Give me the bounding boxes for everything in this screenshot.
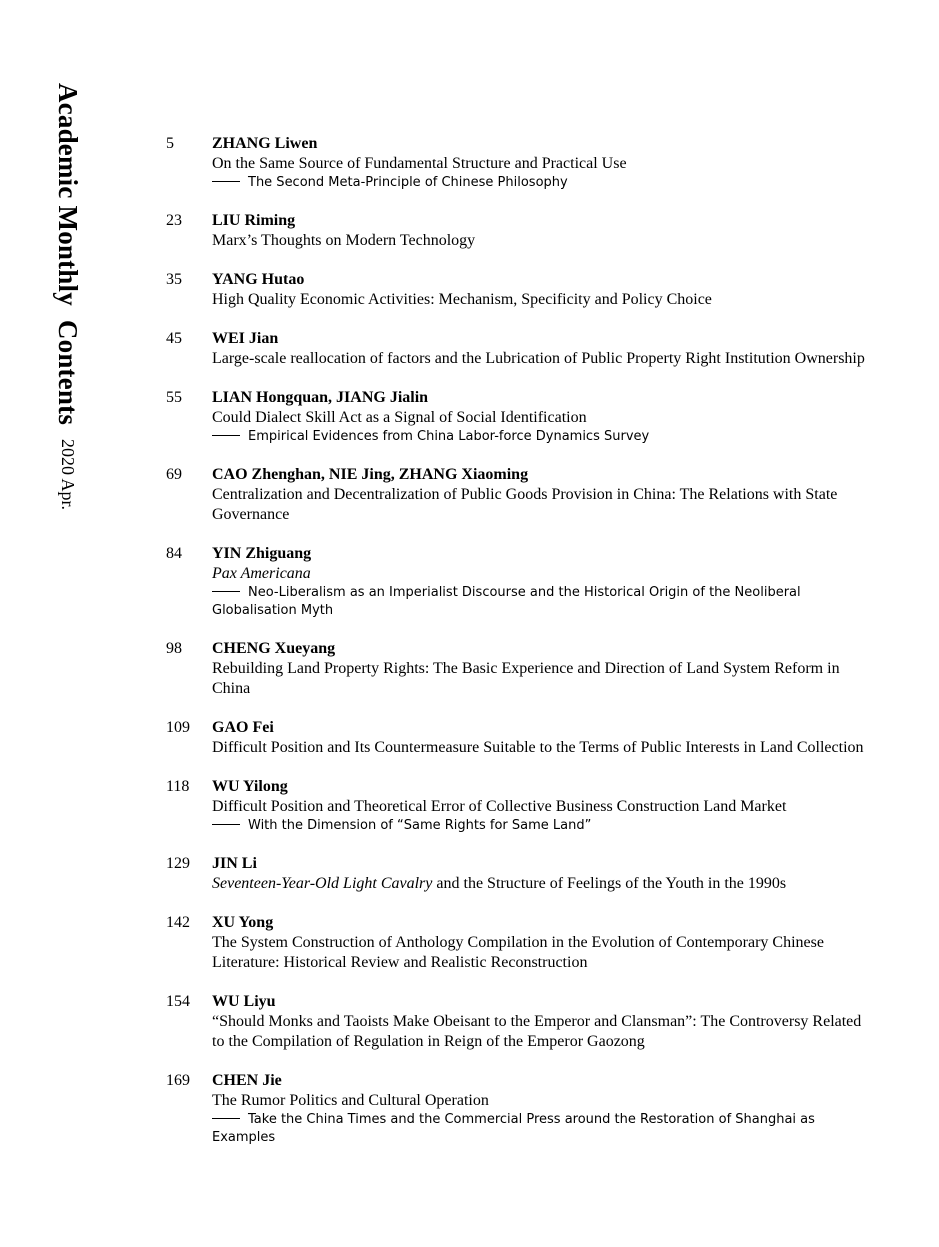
article-title [212,408,877,428]
article-title [212,349,877,369]
article-title [212,564,877,584]
journal-name: Academic Monthly [53,83,83,306]
article-author: YIN Zhiguang [212,545,312,562]
toc-entry[interactable] [0,639,939,699]
article-author: ZHANG Liwen [212,135,318,152]
article-author: CHEN Jie [212,1072,282,1089]
article-author: WU Yilong [212,778,288,795]
article-subtitle-text: The Second Meta-Principle of Chinese Philosophy [248,175,568,190]
page-number: 69 [166,466,182,483]
page-number: 5 [166,135,174,152]
page-number: 129 [166,855,190,872]
article-subtitle [212,1111,877,1147]
article-title-text: On the Same Source of Fundamental Structure and Practical Use [212,155,627,172]
page-number: 23 [166,212,182,229]
article-title-text: Could Dialect Skill Act as a Signal of Social Identification [212,409,587,426]
article-subtitle-text: Neo-Liberalism as an Imperialist Discourse and the Historical Origin of the Neoliberal Globalisation Myth [212,585,801,618]
page-number: 154 [166,993,190,1010]
article-subtitle-text: Take the China Times and the Commercial Press around the Restoration of Shanghai as Examples [212,1112,815,1145]
toc-entry[interactable] [0,718,939,758]
article-title [212,1091,877,1111]
article-title-text: Large-scale reallocation of factors and the Lubrication of Public Property Right Institution Ownership [212,350,865,367]
toc-entry[interactable] [0,854,939,894]
toc-entry[interactable] [0,134,939,192]
page-number: 55 [166,389,182,406]
article-title [212,154,877,174]
article-author: CAO Zhenghan, NIE Jing, ZHANG Xiaoming [212,466,529,483]
article-title-italic: Pax Americana [212,565,311,582]
article-title-text: The Rumor Politics and Cultural Operation [212,1092,489,1109]
article-subtitle [212,428,877,446]
article-title-text: Rebuilding Land Property Rights: The Basic Experience and Direction of Land System Reform in China [212,660,840,697]
toc-entry[interactable] [0,992,939,1052]
em-dash-rule [212,181,240,182]
article-author: LIAN Hongquan, JIANG Jialin [212,389,429,406]
em-dash-rule [212,1118,240,1119]
toc-entry[interactable] [0,544,939,620]
article-title [212,1012,877,1052]
article-subtitle [212,584,877,620]
page-number: 169 [166,1072,190,1089]
em-dash-rule [212,435,240,436]
article-title [212,874,877,894]
article-subtitle-text: Empirical Evidences from China Labor-force Dynamics Survey [248,429,650,444]
toc-entry[interactable] [0,388,939,446]
article-title-text: “Should Monks and Taoists Make Obeisant to the Emperor and Clansman”: The Controversy Related to the Compilation of Regulation in Reign of the Emperor Gaozong [212,1013,862,1050]
article-title-text: Difficult Position and Its Countermeasure Suitable to the Terms of Public Interests in Land Collection [212,739,864,756]
article-title-text: The System Construction of Anthology Compilation in the Evolution of Contemporary Chinese Literature: Historical Review and Realistic Reconstruction [212,934,824,971]
article-title [212,738,877,758]
page-number: 35 [166,271,182,288]
toc-entry[interactable] [0,1071,939,1147]
page-number: 98 [166,640,182,657]
section-name: Contents [53,319,83,426]
article-title [212,933,877,973]
article-author: YANG Hutao [212,271,305,288]
page-number: 109 [166,719,190,736]
page-number: 84 [166,545,182,562]
toc-entry[interactable] [0,270,939,310]
table-of-contents [0,134,939,1166]
article-title [212,797,877,817]
toc-entry[interactable] [0,777,939,835]
article-title-text: High Quality Economic Activities: Mechanism, Specificity and Policy Choice [212,291,712,308]
article-subtitle [212,817,877,835]
article-title-text: Centralization and Decentralization of Public Goods Provision in China: The Relations with State Governance [212,486,838,523]
article-author: CHENG Xueyang [212,640,336,657]
article-author: GAO Fei [212,719,274,736]
article-title-text: and the Structure of Feelings of the Youth in the 1990s [432,875,787,892]
article-title [212,659,877,699]
toc-entry[interactable] [0,465,939,525]
article-title-text: Marx’s Thoughts on Modern Technology [212,232,476,249]
article-author: WU Liyu [212,993,276,1010]
em-dash-rule [212,591,240,592]
page-number: 118 [166,778,190,795]
page-number: 142 [166,914,190,931]
em-dash-rule [212,824,240,825]
article-author: XU Yong [212,914,274,931]
article-title-text: Difficult Position and Theoretical Error of Collective Business Construction Land Market [212,798,787,815]
article-subtitle-text: With the Dimension of “Same Rights for Same Land” [248,818,592,833]
toc-entry[interactable] [0,913,939,973]
article-title [212,485,877,525]
issue-date: 2020 Apr. [58,439,78,511]
article-author: JIN Li [212,855,257,872]
article-author: LIU Riming [212,212,296,229]
article-title-italic: Seventeen-Year-Old Light Cavalry [212,875,433,892]
article-title [212,290,877,310]
article-author: WEI Jian [212,330,279,347]
article-title [212,231,877,251]
page-number: 45 [166,330,182,347]
toc-entry[interactable] [0,329,939,369]
toc-entry[interactable] [0,211,939,251]
article-subtitle [212,174,877,192]
